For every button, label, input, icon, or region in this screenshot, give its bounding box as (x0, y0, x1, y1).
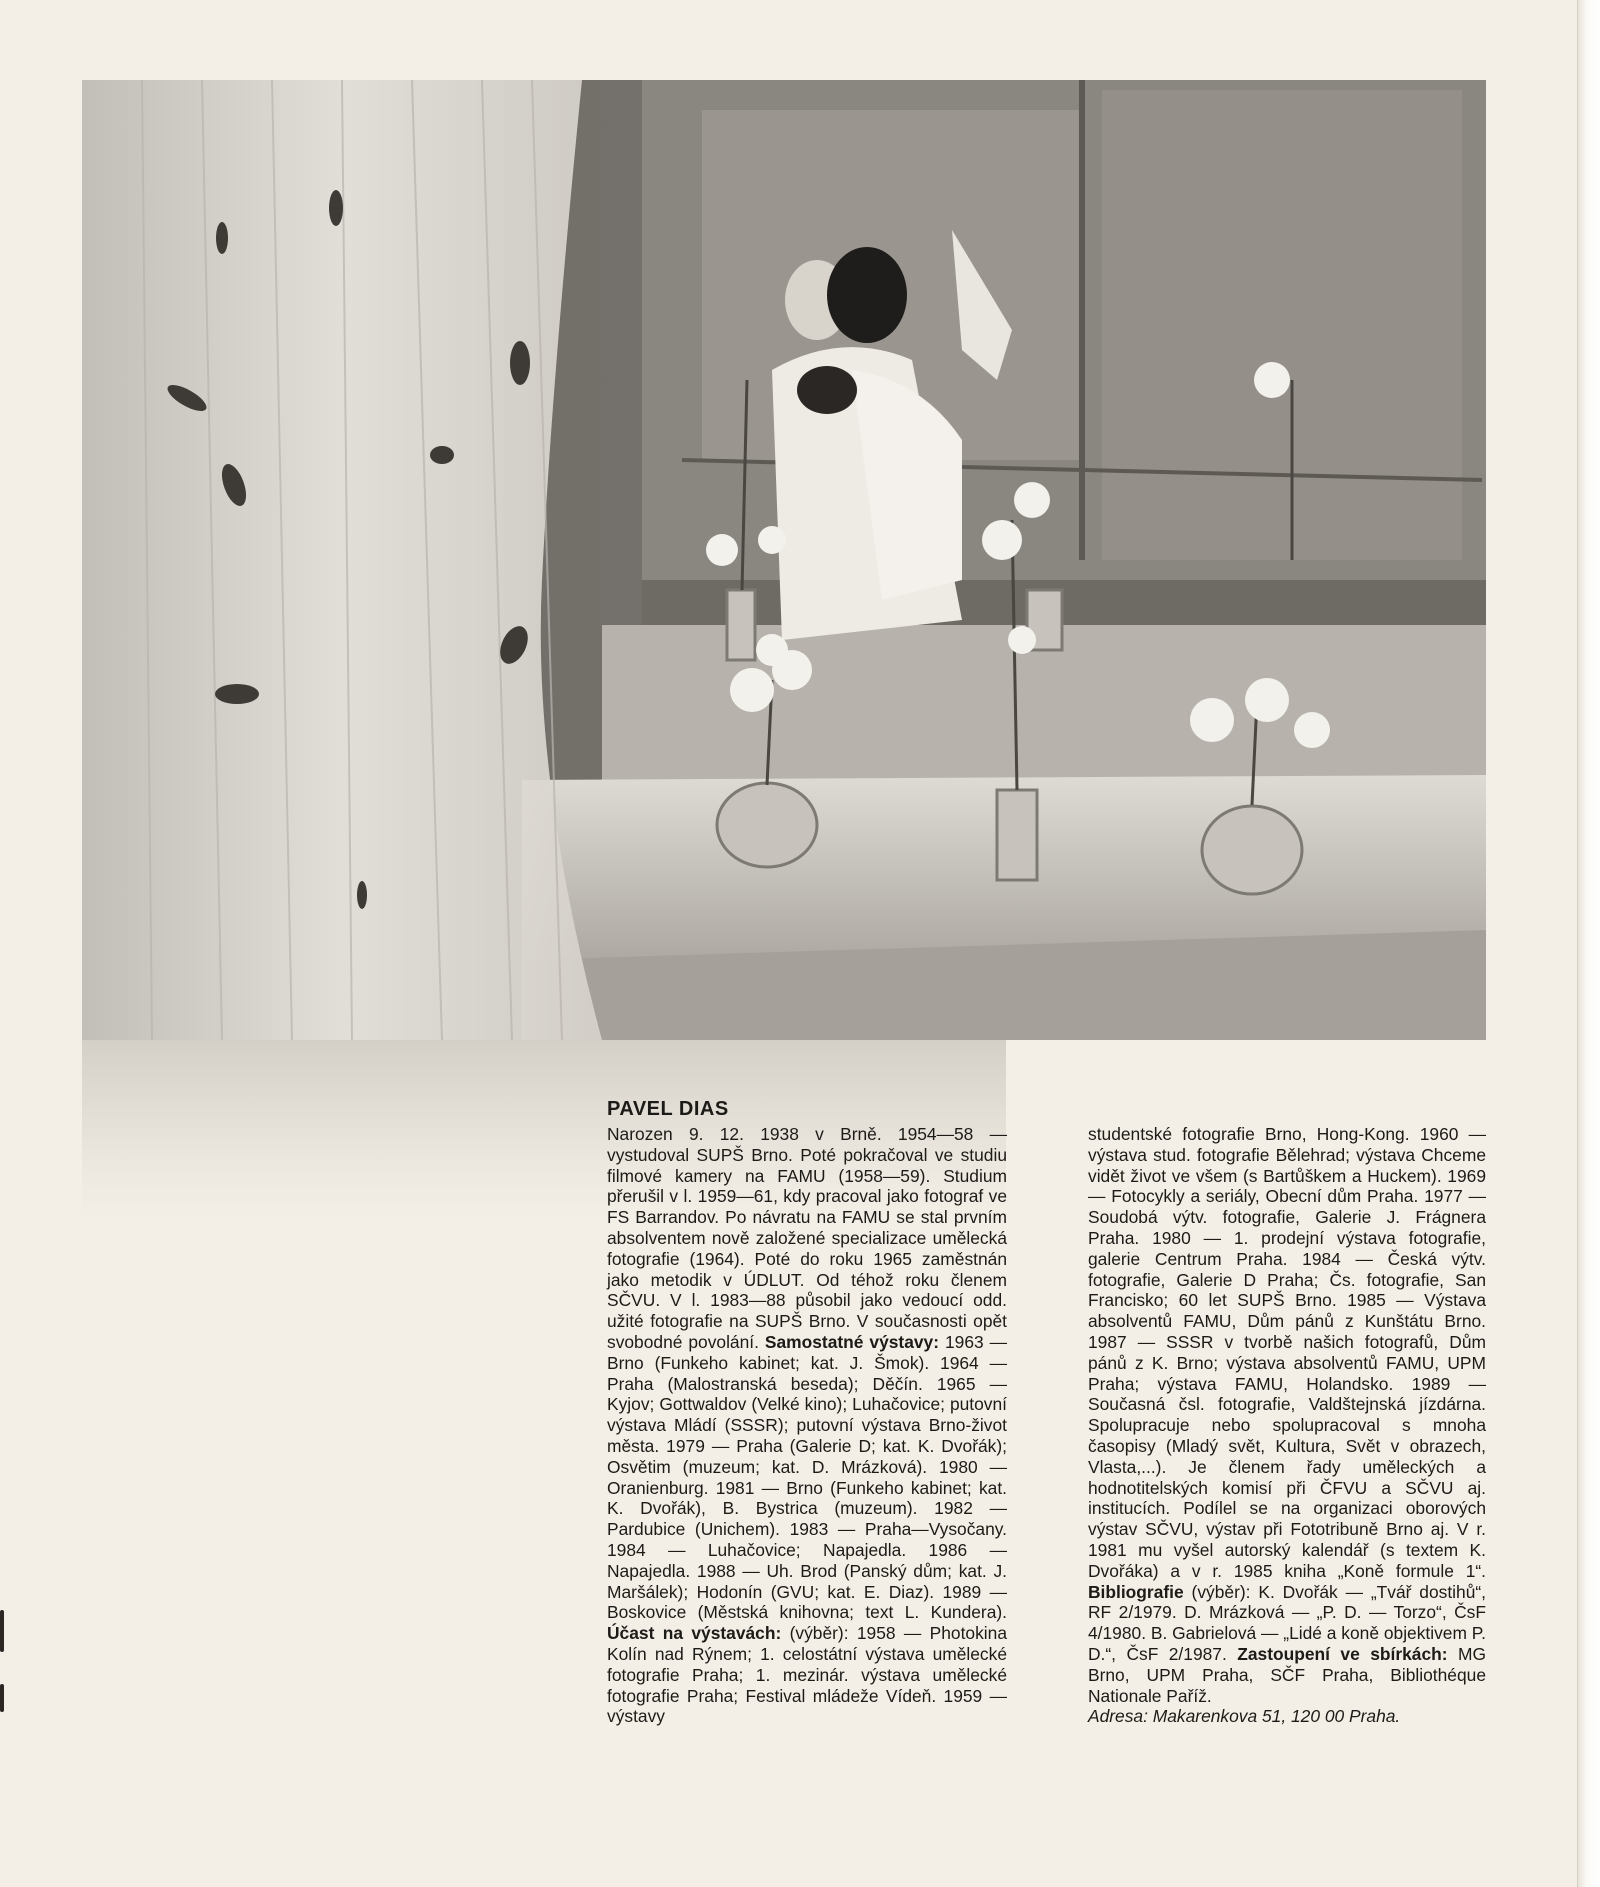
article-title: PAVEL DIAS (607, 1098, 729, 1120)
binder-mark (0, 1684, 4, 1712)
section-heading-bibliography: Bibliografie (1088, 1581, 1184, 1602)
section-heading-solo-exhibitions: Samostatné výstavy: (764, 1331, 940, 1352)
section-heading-group-exhibitions: Účast na výstavách: (607, 1623, 782, 1644)
photograph-drawing (82, 80, 1486, 1040)
bio-text: (výběr): K. Dvořák — „Tvář dostihů“, RF 2/1979. D. Mrázková — „P. D. — Torzo“, ČsF 4/1980. B. Gabrielová — „Lidé a koně objektivem P. D.“, ČsF 2/1987. (1088, 1581, 1486, 1664)
bio-text: (výběr): 1958 — Photokina Kolín nad Rýnem; 1. celostátní výstava umělecké fotografie Praha; 1. mezinár. výstava umělecké fotografie Praha; Festival mládeže Vídeň. 1959 — výstavy (607, 1623, 1008, 1727)
biography-column-right (1088, 1124, 1486, 1727)
binder-mark (0, 1610, 4, 1652)
section-heading-collections: Zastoupení ve sbírkách: (1237, 1643, 1448, 1664)
bio-text: Narozen 9. 12. 1938 v Brně. 1954—58 — vystudoval SUPŠ Brno. Poté pokračoval ve studiu filmové kamery na FAMU (1958—59). Studium přerušil v l. 1959—61, kdy pracoval jako fotograf ve FS Barrandov. Po návratu na FAMU se stal prvním absolventem nově založené specializace umělecká fotografie (1964). Poté do roku 1965 zaměstnán jako metodik v ÚDLUT. Od téhož roku členem SČVU. V l. 1983—88 působil jako vedoucí odd. užité fotografie na SUPŠ Brno. V současnosti opět svobodné povolání. (607, 1124, 1007, 1352)
bio-text: MG Brno, UPM Praha, SČF Praha, Bibliothéque Nationale Paříž. (1088, 1643, 1486, 1706)
biography-column-left (607, 1124, 1007, 1727)
photograph (82, 80, 1486, 1040)
bio-text: 1963 — Brno (Funkeho kabinet; kat. J. Šmok). 1964 — Praha (Malostranská beseda); Děčín. 1965 — Kyjov; Gottwaldov (Velké kino); Luhačovice; putovní výstava Mládí (SSSR); putovní výstava Brno-život města. 1979 — Praha (Galerie D; kat. K. Dvořák); Osvětim (muzeum; kat. D. Mrázková). 1980 — Oranienburg. 1981 — Brno (Funkeho kabinet; kat. K. Dvořák), B. Bystrica (muzeum). 1982 — Pardubice (Unichem). 1983 — Praha—Vysočany. 1984 — Luhačovice; Napajedla. 1986 — Napajedla. 1988 — Uh. Brod (Panský dům; kat. J. Maršálek); Hodonín (GVU; kat. E. Diaz). 1989 — Boskovice (Městská knihovna; text L. Kundera). (607, 1331, 1007, 1623)
address: Adresa: Makarenkova 51, 120 00 Praha. (1088, 1706, 1401, 1727)
bio-text: studentské fotografie Brno, Hong-Kong. 1960 — výstava stud. fotografie Bělehrad; výstava Chceme vidět život ve všem (s Bartůškem a Huckem). 1969 — Fotocykly a seriály, Obecní dům Praha. 1977 — Soudobá výtv. fotografie, Galerie J. Frágnera Praha. 1980 — 1. prodejní výstava fotografie, galerie Centrum Praha. 1984 — Česká výtv. fotografie, Galerie D Praha; Čs. fotografie, San Francisko; 60 let SUPŠ Brno. 1985 — Výstava absolventů FAMU, Dům pánů z Kunštátu Brno. 1987 — SSSR v tvorbě našich fotografů, Dům pánů z K. Brno; výstava absolventů FAMU, UPM Praha; výstava FAMU, Holandsko. 1989 — Současná čsl. fotografie, Valdštejnská jízdárna. Spolupracuje nebo spolupracoval s mnoha časopisy (Mladý svět, Kultura, Svět v obrazech, Vlasta,...). Je členem řady uměleckých a hodnotitelských komisí při ČFVU a SČVU aj. institucích. Podílel se na organizaci oborových výstav SČVU, výstav při Fototribuně Brno aj. V r. 1981 mu vyšel autorský kalendář (s textem K. Dvořáka) a v r. 1985 kniha „Koně formule 1“. (1088, 1124, 1486, 1581)
page-edge (1577, 0, 1600, 1887)
